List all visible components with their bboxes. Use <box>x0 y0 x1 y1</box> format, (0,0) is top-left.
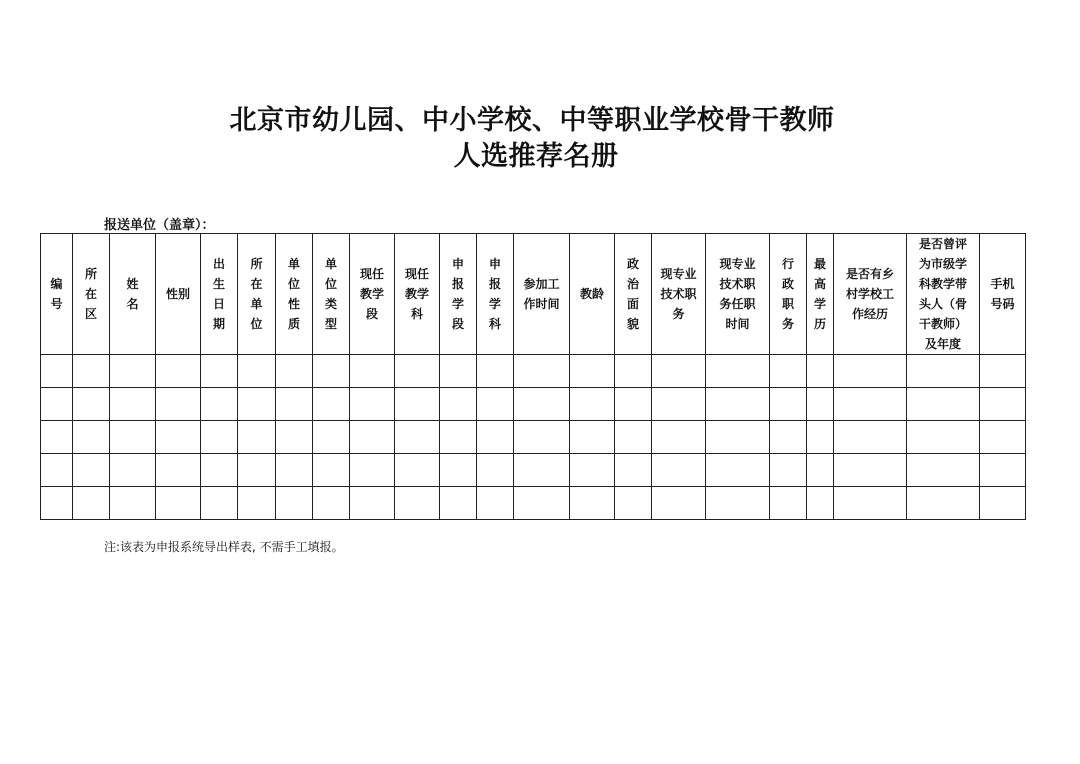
table-cell <box>807 454 834 487</box>
table-cell <box>652 388 706 421</box>
header-cell: 手机 号码 <box>980 234 1026 355</box>
table-body <box>41 355 1026 520</box>
table-cell <box>110 421 156 454</box>
table-cell <box>477 421 514 454</box>
table-cell <box>807 388 834 421</box>
table-cell <box>907 388 980 421</box>
document-subtitle: 人选推荐名册 <box>453 141 619 172</box>
table-cell <box>110 487 156 520</box>
table-cell <box>807 355 834 388</box>
table-cell <box>440 388 477 421</box>
header-cell: 申 报 学 段 <box>440 234 477 355</box>
table-cell <box>514 454 570 487</box>
table-cell <box>440 421 477 454</box>
table-cell <box>110 388 156 421</box>
table-row <box>41 454 1026 487</box>
table-cell <box>514 355 570 388</box>
table-cell <box>276 487 313 520</box>
table-cell <box>313 487 350 520</box>
table-cell <box>570 454 615 487</box>
header-cell: 性别 <box>156 234 201 355</box>
table-cell <box>980 454 1026 487</box>
table-cell <box>395 421 440 454</box>
header-cell: 行 政 职 务 <box>770 234 807 355</box>
table-cell <box>201 487 238 520</box>
table-cell <box>706 388 770 421</box>
table-cell <box>907 355 980 388</box>
table-cell <box>652 421 706 454</box>
table-cell <box>615 487 652 520</box>
table-cell <box>907 454 980 487</box>
table-cell <box>276 355 313 388</box>
header-row <box>41 234 1026 355</box>
table-cell <box>41 388 73 421</box>
table-cell <box>350 487 395 520</box>
table-cell <box>770 454 807 487</box>
header-cell: 姓 名 <box>110 234 156 355</box>
table-cell <box>41 355 73 388</box>
header-cell: 是否有乡 村学校工 作经历 <box>834 234 907 355</box>
table-cell <box>706 421 770 454</box>
table-cell <box>477 355 514 388</box>
table-cell <box>980 388 1026 421</box>
table-cell <box>514 487 570 520</box>
table-cell <box>907 421 980 454</box>
table-cell <box>440 454 477 487</box>
table-cell <box>395 388 440 421</box>
table-cell <box>706 487 770 520</box>
table-cell <box>980 487 1026 520</box>
table-cell <box>477 454 514 487</box>
reporting-unit-label: 报送单位（盖章）： <box>104 218 215 233</box>
table-cell <box>807 487 834 520</box>
table-cell <box>706 454 770 487</box>
table-cell <box>238 355 276 388</box>
table-cell <box>395 487 440 520</box>
table-cell <box>834 388 907 421</box>
header-cell: 编 号 <box>41 234 73 355</box>
nomination-roster-table <box>40 233 1026 520</box>
table-cell <box>156 454 201 487</box>
table-cell <box>41 454 73 487</box>
table-cell <box>350 355 395 388</box>
header-cell: 现专业 技术职 务 <box>652 234 706 355</box>
table-cell <box>313 454 350 487</box>
table-cell <box>770 355 807 388</box>
table-cell <box>201 421 238 454</box>
table-row <box>41 388 1026 421</box>
table-cell <box>201 454 238 487</box>
table-cell <box>313 388 350 421</box>
table-cell <box>907 487 980 520</box>
table-cell <box>477 388 514 421</box>
header-cell: 现任 教学 科 <box>395 234 440 355</box>
table-cell <box>834 487 907 520</box>
table-cell <box>313 421 350 454</box>
table-cell <box>276 388 313 421</box>
table-cell <box>238 487 276 520</box>
table-cell <box>73 355 110 388</box>
table-cell <box>615 421 652 454</box>
header-cell: 所 在 区 <box>73 234 110 355</box>
table-cell <box>652 487 706 520</box>
table-cell <box>110 454 156 487</box>
table-cell <box>156 388 201 421</box>
header-cell: 申 报 学 科 <box>477 234 514 355</box>
document-title: 北京市幼儿园、中小学校、中等职业学校骨干教师 <box>229 105 835 136</box>
table-cell <box>276 421 313 454</box>
table-cell <box>73 487 110 520</box>
header-cell: 单 位 类 型 <box>313 234 350 355</box>
table-row <box>41 487 1026 520</box>
table-cell <box>770 487 807 520</box>
table-cell <box>41 487 73 520</box>
header-cell: 最 高 学 历 <box>807 234 834 355</box>
table-cell <box>615 388 652 421</box>
table-cell <box>514 388 570 421</box>
table-cell <box>807 421 834 454</box>
header-cell: 参加工 作时间 <box>514 234 570 355</box>
header-cell: 教龄 <box>570 234 615 355</box>
header-cell: 政 治 面 貌 <box>615 234 652 355</box>
header-cell: 出 生 日 期 <box>201 234 238 355</box>
table-cell <box>514 421 570 454</box>
table-cell <box>834 355 907 388</box>
header-cell: 所 在 单 位 <box>238 234 276 355</box>
table-cell <box>73 454 110 487</box>
table-cell <box>770 388 807 421</box>
table-cell <box>156 487 201 520</box>
table-cell <box>570 421 615 454</box>
table-cell <box>73 388 110 421</box>
table-cell <box>41 421 73 454</box>
table-cell <box>477 487 514 520</box>
table-cell <box>350 454 395 487</box>
table-cell <box>201 388 238 421</box>
table-cell <box>350 388 395 421</box>
table-cell <box>652 454 706 487</box>
table-cell <box>276 454 313 487</box>
table-cell <box>615 454 652 487</box>
table-cell <box>706 355 770 388</box>
header-cell: 现任 教学 段 <box>350 234 395 355</box>
table-cell <box>834 454 907 487</box>
table-cell <box>238 421 276 454</box>
header-cell: 是否曾评 为市级学 科教学带 头人（骨 干教师） 及年度 <box>907 234 980 355</box>
table-cell <box>570 388 615 421</box>
table-cell <box>110 355 156 388</box>
table-cell <box>980 421 1026 454</box>
table-cell <box>395 454 440 487</box>
footnote: 注:该表为申报系统导出样表, 不需手工填报。 <box>104 540 344 554</box>
table-cell <box>238 388 276 421</box>
table-row <box>41 421 1026 454</box>
table-cell <box>440 487 477 520</box>
table-cell <box>201 355 238 388</box>
table-cell <box>770 421 807 454</box>
table-cell <box>980 355 1026 388</box>
table-cell <box>615 355 652 388</box>
table-cell <box>834 421 907 454</box>
table-cell <box>570 487 615 520</box>
table-cell <box>395 355 440 388</box>
table-cell <box>440 355 477 388</box>
table-cell <box>652 355 706 388</box>
table-cell <box>570 355 615 388</box>
table-cell <box>238 454 276 487</box>
header-cell: 现专业 技术职 务任职 时间 <box>706 234 770 355</box>
table-cell <box>313 355 350 388</box>
table-cell <box>73 421 110 454</box>
table-cell <box>156 355 201 388</box>
header-cell: 单 位 性 质 <box>276 234 313 355</box>
table-row <box>41 355 1026 388</box>
table-cell <box>156 421 201 454</box>
table-cell <box>350 421 395 454</box>
